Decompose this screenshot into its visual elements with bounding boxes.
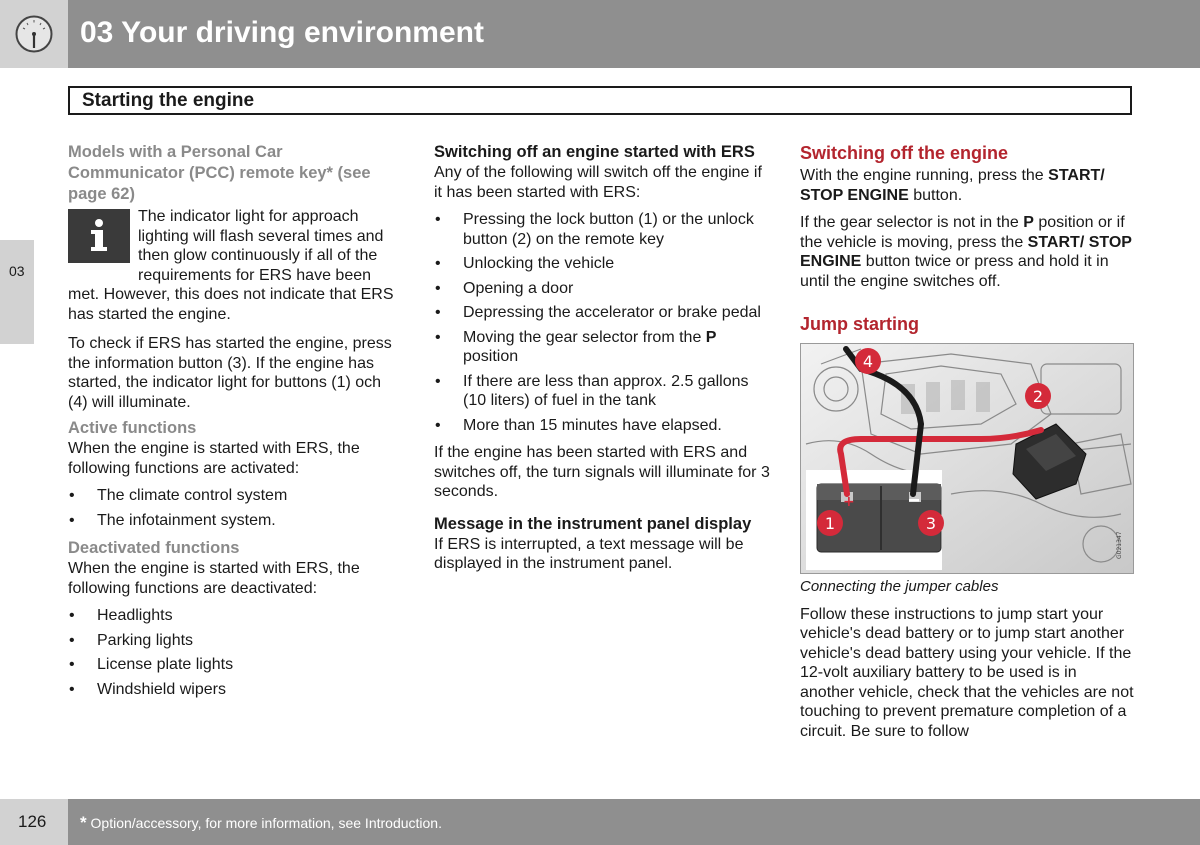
chapter-side-tab-label: 03 bbox=[9, 263, 25, 279]
pcc-heading: Models with a Personal Car Communicator (PCC) remote key* (see page 62) bbox=[68, 143, 371, 203]
switch-off-paragraph-2: If the gear selector is not in the P position or if the vehicle is moving, press the START/ STOP ENGINE button twice or press and hold it in until the engine switches off. bbox=[800, 214, 1132, 290]
switch-off-ers-heading: Switching off an engine started with ERS bbox=[434, 143, 755, 161]
deactivated-functions-heading: Deactivated functions bbox=[68, 539, 240, 557]
list-item: • Windshield wipers bbox=[68, 680, 400, 700]
instrument-message-heading: Message in the instrument panel display bbox=[434, 514, 752, 533]
turn-signals-paragraph: If the engine has been started with ERS and switches off, the turn signals will illuminate for 3 seconds. bbox=[434, 444, 770, 500]
chapter-side-tab bbox=[0, 240, 34, 344]
list-item: • Opening a door bbox=[434, 279, 770, 299]
info-text: The indicator light for approach lighting will flash several times and then glow continuously if all of the requirements for ERS have been met. However, this does not indicate that ERS has started the engine. bbox=[68, 208, 394, 323]
jumper-cables-illustration bbox=[800, 343, 1134, 574]
instrument-message-paragraph: If ERS is interrupted, a text message will be displayed in the instrument panel. bbox=[434, 535, 744, 572]
list-item: • Pressing the lock button (1) or the unlock button (2) on the remote key bbox=[434, 210, 770, 249]
list-item: • Headlights bbox=[68, 606, 400, 626]
deactivated-functions-list bbox=[68, 606, 400, 699]
callout-2: 2 bbox=[1032, 387, 1044, 406]
jump-start-paragraph: Follow these instructions to jump start your vehicle's dead battery or to jump start another vehicle's dead battery using your vehicle. If the 12-volt auxiliary battery to be used is in another vehicle, check that the vehicles are not touching to prevent premature completion of a circuit. Be sure to follow bbox=[800, 605, 1134, 740]
list-item: • Parking lights bbox=[68, 631, 400, 651]
svg-text:+: + bbox=[843, 494, 855, 510]
switch-off-conditions-list bbox=[434, 210, 770, 435]
info-icon bbox=[68, 209, 130, 263]
deactivated-functions-intro: When the engine is started with ERS, the following functions are deactivated: bbox=[68, 560, 360, 597]
active-functions-intro: When the engine is started with ERS, the following functions are activated: bbox=[68, 440, 360, 477]
list-item: • License plate lights bbox=[68, 655, 400, 675]
active-functions-heading: Active functions bbox=[68, 419, 197, 437]
gauge-icon bbox=[15, 15, 53, 53]
footnote-star: * bbox=[80, 813, 87, 832]
column-right bbox=[800, 142, 1134, 335]
check-ers-paragraph: To check if ERS has started the engine, press the information button (3). If the engine has started, the indicator light for buttons (1) och (4) will illuminate. bbox=[68, 335, 392, 411]
footnote-text: Option/accessory, for more information, see Introduction. bbox=[90, 815, 442, 831]
list-item: • Unlocking the vehicle bbox=[434, 254, 770, 274]
jump-starting-heading: Jump starting bbox=[800, 314, 920, 334]
section-heading-box bbox=[68, 86, 1132, 115]
column-left bbox=[68, 142, 400, 707]
chapter-title: 03 Your driving environment bbox=[80, 16, 484, 49]
list-item: • If there are less than approx. 2.5 gallons (10 liters) of fuel in the tank bbox=[434, 372, 770, 411]
list-item: • Moving the gear selector from the P position bbox=[434, 328, 770, 367]
list-item: • Depressing the accelerator or brake pedal bbox=[434, 303, 770, 323]
active-functions-list bbox=[68, 486, 400, 530]
switch-off-engine-heading: Switching off the engine bbox=[800, 143, 1008, 163]
figure-code: G021347 bbox=[1116, 531, 1123, 559]
callout-4: 4 bbox=[862, 352, 874, 371]
page-number: 126 bbox=[18, 812, 47, 831]
column-right-lower bbox=[800, 577, 1134, 749]
list-item: • The infotainment system. bbox=[68, 511, 400, 531]
figure-caption: Connecting the jumper cables bbox=[800, 578, 999, 595]
section-title: Starting the engine bbox=[82, 90, 255, 111]
header-left-panel bbox=[0, 0, 68, 68]
column-middle bbox=[434, 142, 770, 582]
switch-off-ers-intro: Any of the following will switch off the engine if it has been started with ERS: bbox=[434, 164, 762, 201]
footnote bbox=[80, 813, 442, 833]
callout-3: 3 bbox=[925, 514, 937, 533]
list-item: • The climate control system bbox=[68, 486, 400, 506]
callout-1: 1 bbox=[824, 514, 836, 533]
switch-off-paragraph-1: With the engine running, press the START/ STOP ENGINE button. bbox=[800, 167, 1105, 204]
list-item: • More than 15 minutes have elapsed. bbox=[434, 416, 770, 436]
